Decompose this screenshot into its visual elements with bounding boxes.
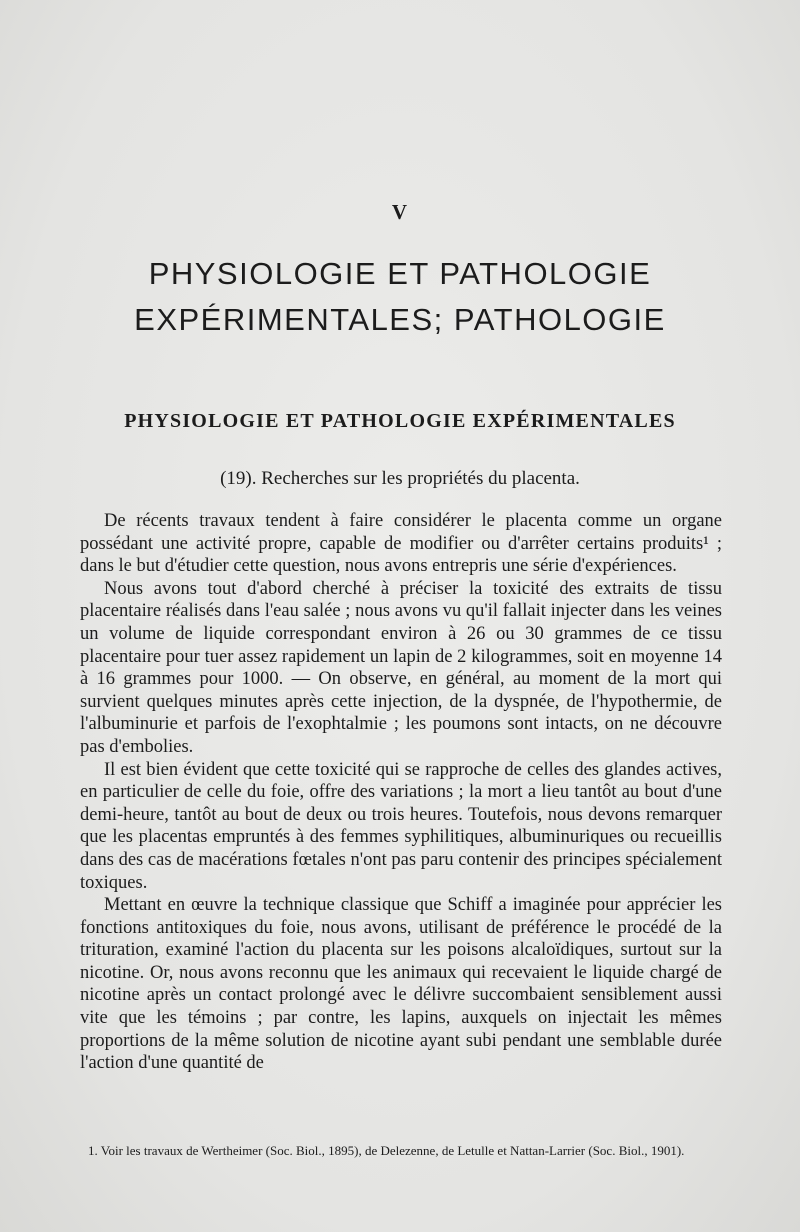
chapter-number: V bbox=[391, 200, 409, 224]
article-body bbox=[80, 510, 722, 1075]
paragraph-4: Mettant en œuvre la technique classique que Schiff a imaginée pour apprécier les fonctions antitoxiques du foie, nous avons, utilisant de préférence le procédé de la trituration, examiné l'action du placenta sur les poisons alcaloïdiques, surtout sur la nicotine. Or, nous avons reconnu que les animaux qui recevaient le liquide chargé de nicotine après un contact prolongé avec le délivre succombaient sensiblement aussi vite que les témoins ; par contre, les lapins, auxquels on injectait les mêmes proportions de la même solution de nicotine ayant subi pendant une semblable durée l'action d'une quantité de bbox=[80, 895, 722, 1074]
paragraph-1: De récents travaux tendent à faire considérer le placenta comme un organe possédant une activité propre, capable de modifier ou d'arrêter certains produits¹ ; dans le but d'étudier cette question, nous avons entrepris une série d'expériences. bbox=[80, 511, 722, 577]
chapter-title-line-2: EXPÉRIMENTALES; PATHOLOGIE bbox=[134, 302, 666, 337]
footnote bbox=[82, 1142, 722, 1160]
article-title: (19). Recherches sur les propriétés du placenta. bbox=[220, 468, 580, 489]
chapter-title-line-1: PHYSIOLOGIE ET PATHOLOGIE bbox=[148, 256, 652, 291]
footnote-text: 1. Voir les travaux de Wertheimer (Soc. Biol., 1895), de Delezenne, de Letulle et Nattan-Larrier (Soc. Biol., 1901). bbox=[88, 1143, 685, 1158]
paragraph-2: Nous avons tout d'abord cherché à préciser la toxicité des extraits de tissu placentaire réalisés dans l'eau salée ; nous avons vu qu'il fallait injecter dans les veines un volume de liquide correspondant environ à 26 ou 30 grammes de ce tissu placentaire pour tuer assez rapidement un lapin de 2 kilogrammes, soit en moyenne 14 à 16 grammes pour 1000. — On observe, en général, au moment de la mort qui survient quelques minutes après cette injection, de la dyspnée, de l'hypothermie, de l'albuminurie et parfois de l'exophtalmie ; les poumons sont intacts, on ne découvre pas d'embolies. bbox=[80, 578, 722, 757]
paragraph-3: Il est bien évident que cette toxicité qui se rapproche de celles des glandes actives, en particulier de celle du foie, offre des variations ; la mort a lieu tantôt au bout d'une demi-heure, tantôt au bout de deux ou trois heures. Toutefois, nous devons remarquer que les placentas empruntés à des femmes syphilitiques, albuminuriques ou recueillis dans des cas de macérations fœtales n'ont pas paru contenir des principes spécialement toxiques. bbox=[80, 759, 722, 893]
section-heading: PHYSIOLOGIE ET PATHOLOGIE EXPÉRIMENTALES bbox=[124, 410, 676, 432]
